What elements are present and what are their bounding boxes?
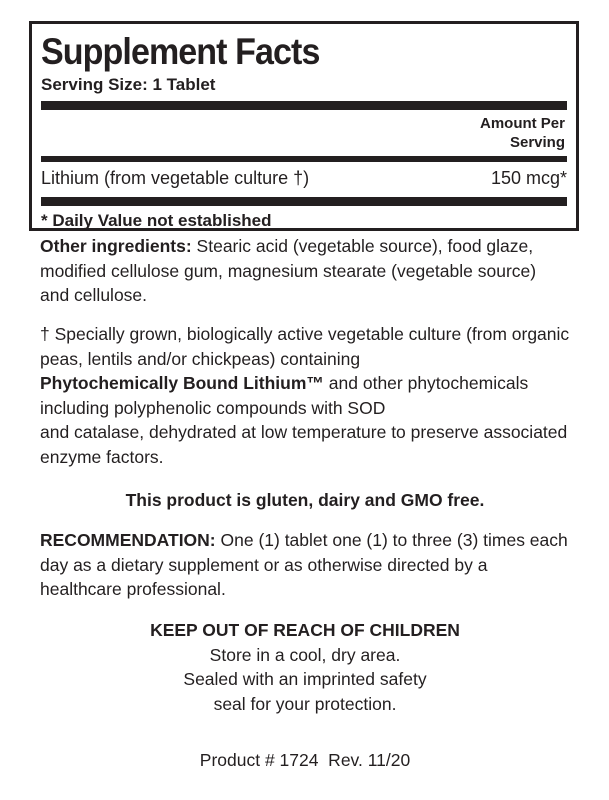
- recommendation-text: One (1) tablet one (1) to three (3) times each day as a dietary supplement or as otherwise directed by a healthcare professional.: [40, 530, 568, 599]
- product-info: Product # 1724 Rev. 11/20: [199, 750, 411, 770]
- other-ingredients-label: Other ingredients:: [40, 236, 192, 256]
- facts-title: Supplement Facts: [41, 31, 320, 72]
- amount-per-serving-header: [41, 110, 567, 156]
- culture-note-bold: Phytochemically Bound Lithium™: [40, 373, 324, 393]
- nutrient-row: [41, 162, 567, 197]
- recommendation: [40, 528, 570, 602]
- warning-block: [40, 618, 570, 716]
- daily-value-note: * Daily Value not established: [41, 211, 272, 230]
- culture-note-part2: and other phytochemicals including polyphenolic compounds with SOD: [40, 373, 529, 418]
- nutrient-name: Lithium (from vegetable culture †): [41, 168, 310, 188]
- supplement-facts-panel: [29, 21, 579, 231]
- recommendation-label: RECOMMENDATION:: [40, 530, 216, 550]
- thick-divider: [41, 101, 567, 110]
- storage-line: Store in a cool, dry area.: [209, 644, 401, 665]
- warning-heading: KEEP OUT OF REACH OF CHILDREN: [150, 620, 460, 640]
- free-from-statement: This product is gluten, dairy and GMO free.: [125, 490, 485, 510]
- nutrient-amount: 150 mcg*: [490, 168, 567, 188]
- culture-note-part1: † Specially grown, biologically active vegetable culture (from organic peas, lentils and/or chickpeas) containing: [40, 324, 570, 369]
- seal-line-1: Sealed with an imprinted safety: [183, 669, 427, 689]
- bottom-divider: [41, 197, 567, 206]
- amount-header-line1: Amount Per: [479, 115, 565, 132]
- other-ingredients-text: Stearic acid (vegetable source), food glaze, modified cellulose gum, magnesium stearate (vegetable source) and cellulose.: [40, 236, 537, 305]
- amount-header-line2: Serving: [509, 134, 565, 151]
- culture-note-part3: and catalase, dehydrated at low temperature to preserve associated enzyme factors.: [40, 422, 568, 467]
- seal-line-2: seal for your protection.: [213, 693, 397, 714]
- culture-note: [40, 322, 570, 469]
- serving-size: Serving Size: 1 Tablet: [41, 75, 216, 94]
- other-ingredients: [40, 234, 570, 308]
